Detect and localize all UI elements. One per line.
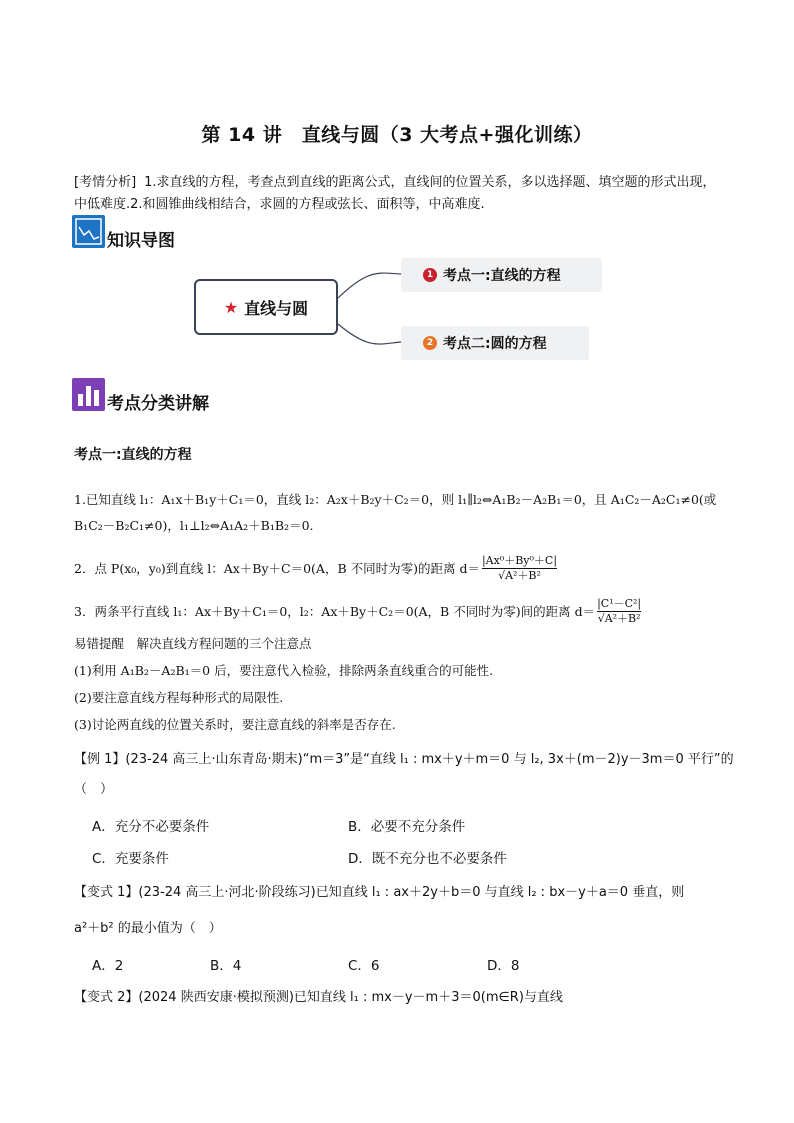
example-1-option-c[interactable]: C．充要条件 [92, 851, 169, 867]
variant-1-option-d[interactable]: D．8 [487, 958, 520, 974]
analysis-paragraph [74, 172, 726, 216]
variant-1-option-b[interactable]: B．4 [210, 958, 242, 974]
knowledge-point-1-title: 考点一:直线的方程 [74, 447, 192, 463]
variant-1-option-c[interactable]: C．6 [348, 958, 380, 974]
mindmap-center-node [194, 279, 338, 335]
example-1-option-d[interactable]: D．既不充分也不必要条件 [348, 851, 507, 867]
mindmap-branch-label: 考点一:直线的方程 [443, 268, 561, 284]
item-2 [74, 554, 734, 583]
explain-section-label: 考点分类讲解 [107, 394, 209, 414]
tip-2: (2)要注意直线方程每种形式的局限性. [74, 690, 284, 705]
item-3-text: 3．两条平行直线 l₁：Ax＋By＋C₁＝0，l₂：Ax＋By＋C₂＝0(A，B 不同时为零)间的距离 d＝ [74, 603, 596, 619]
formula-denominator: √A²＋B² [498, 569, 541, 582]
mindmap-center-label: 直线与圆 [244, 298, 309, 318]
explain-section-heading [72, 378, 209, 414]
chart-icon [72, 215, 105, 248]
parallel-distance-formula [597, 597, 641, 626]
tips-title: 易错提醒 解决直线方程问题的三个注意点 [74, 636, 312, 651]
variant-1-option-a[interactable]: A．2 [92, 958, 124, 974]
mindmap-branch-1 [401, 258, 602, 292]
number-badge-icon: 1 [423, 268, 437, 282]
example-1-option-a[interactable]: A．充分不必要条件 [92, 819, 210, 835]
example-1-question: 【例 1】(23-24 高三上·山东青岛·期末)“m＝3”是“直线 l₁ : mx＋y＋m＝0 与 l₂, 3x＋(m－2)y－3m＝0 平行”的 [74, 752, 734, 767]
item-2-text: 2．点 P(x₀，y₀)到直线 l：Ax＋By＋C＝0(A，B 不同时为零)的距离 d＝ [74, 560, 480, 576]
analysis-tag: [考情分析] [74, 175, 137, 190]
analysis-text: 1.求直线的方程，考查点到直线的距离公式，直线间的位置关系，多以选择题、填空题的形式出现，中低难度.2.和圆锥曲线相结合，求圆的方程或弦长、面积等，中高难度. [74, 175, 716, 212]
example-1-answer-paren: （ ） [74, 782, 114, 797]
variant-1-question: 【变式 1】(23-24 高三上·河北·阶段练习)已知直线 l₁ : ax＋2y＋b＝0 与直线 l₂ : bx－y＋a＝0 垂直，则 [74, 885, 685, 900]
mindmap [194, 258, 614, 368]
mindmap-section-label: 知识导图 [107, 231, 175, 251]
formula-denominator: √A²＋B² [597, 612, 641, 625]
distance-formula [482, 554, 557, 583]
formula-numerator: |Ax⁰＋By⁰＋C| [481, 554, 558, 567]
variant-2-question: 【变式 2】(2024 陕西安康·模拟预测)已知直线 l₁ : mx－y－m＋3＝0(m∈R)与直线 [74, 990, 563, 1005]
tip-3: (3)讨论两直线的位置关系时，要注意直线的斜率是否存在. [74, 717, 396, 732]
variant-1-question-cont: a²＋b² 的最小值为（ ） [74, 921, 222, 936]
mindmap-branch-label: 考点二:圆的方程 [443, 336, 547, 352]
bar-chart-icon [72, 378, 105, 411]
mindmap-branch-2 [401, 326, 589, 360]
number-badge-icon: 2 [423, 336, 437, 350]
item-1-line-2: B₁C₂－B₂C₁≠0)，l₁⊥l₂⇔A₁A₂＋B₁B₂＝0. [74, 518, 314, 533]
tip-1: (1)利用 A₁B₂－A₂B₁＝0 后，要注意代入检验，排除两条直线重合的可能性. [74, 663, 494, 678]
item-1-line-1: 1.已知直线 l₁：A₁x＋B₁y＋C₁＝0，直线 l₂：A₂x＋B₂y＋C₂＝0，则 l₁∥l₂⇔A₁B₂－A₂B₁＝0，且 A₁C₂－A₂C₁≠0(或 [74, 492, 717, 507]
formula-numerator: |C¹－C²| [597, 597, 642, 610]
mindmap-section-heading [72, 215, 175, 251]
page-title: 第 14 讲 直线与圆（3 大考点+强化训练） [201, 124, 593, 146]
item-3 [74, 597, 734, 626]
star-icon: ★ [223, 297, 239, 317]
example-1-option-b[interactable]: B．必要不充分条件 [348, 819, 466, 835]
